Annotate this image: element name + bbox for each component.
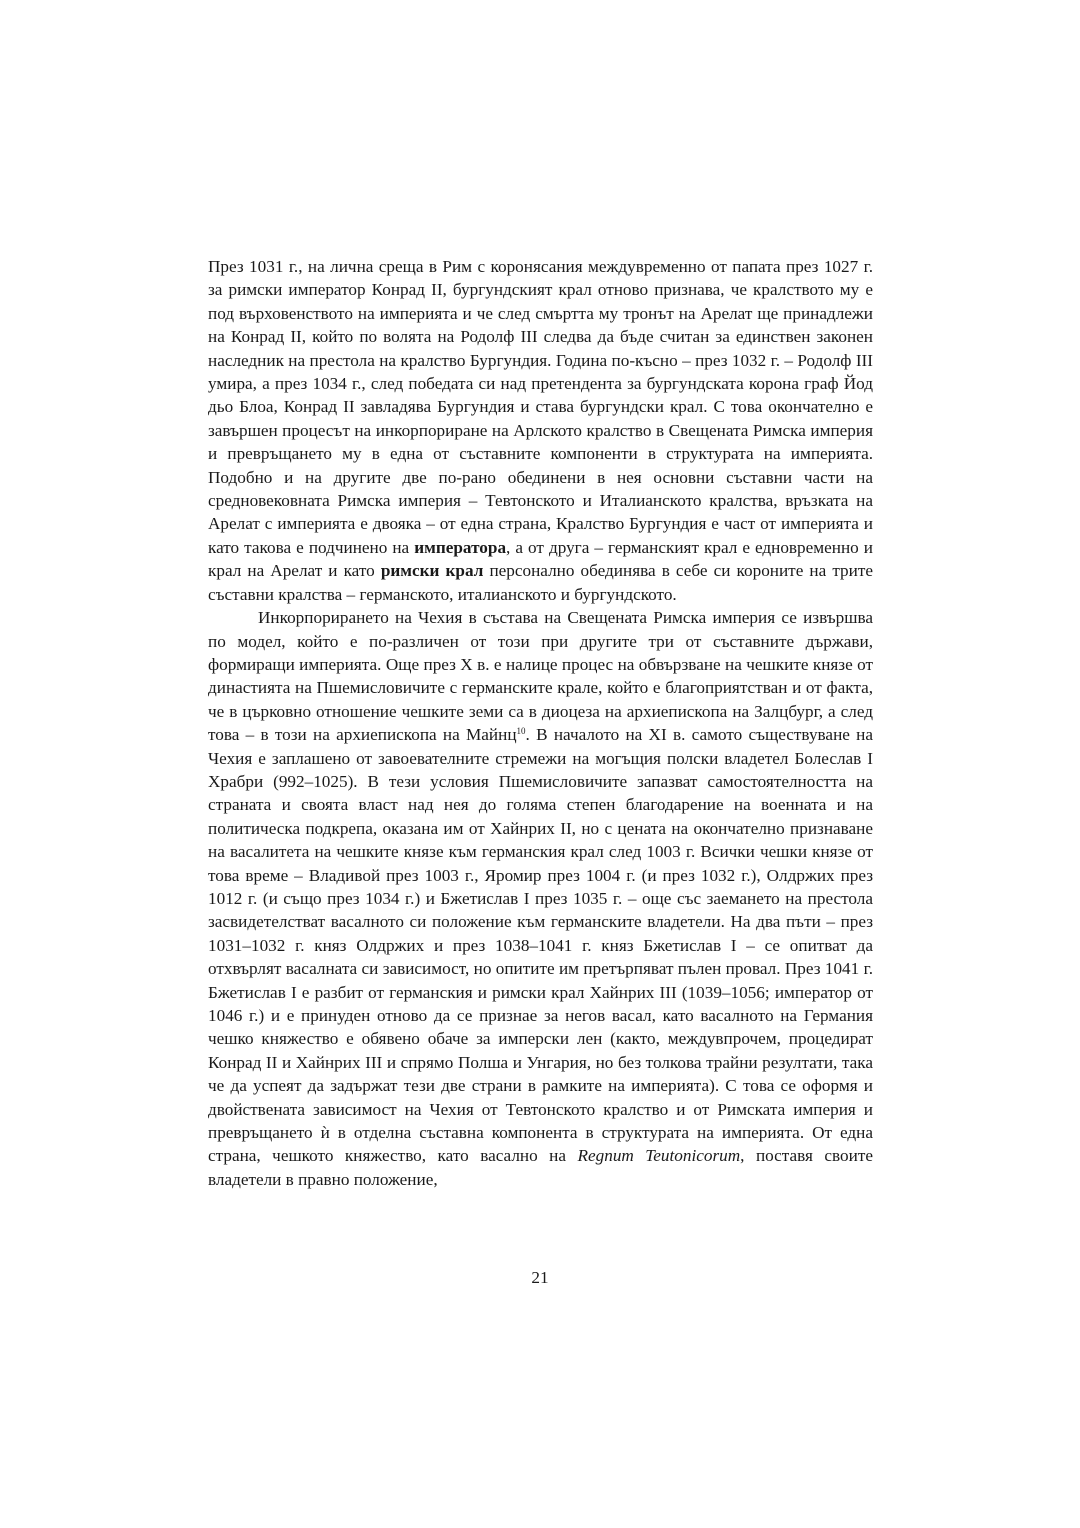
footnote-ref: 10 (516, 726, 526, 737)
text-run: През 1031 г., на лична среща в Рим с коронясания междувременно от папата през 1027 г. за римски император Конрад II, бургундският крал отново признава, че кралството му е под върховенството на империята и че след смъртта му тронът на Арелат ще принадлежи на Конрад II, който по волята на Родолф III следва да бъде считан за единствен законен наследник на престола на кралство Бургундия. Година по-късно – през 1032 г. – Родолф III умира, а през 1034 г., след победата си над претендента за бургундската корона граф Йод дьо Блоа, Конрад II завладява Бургундия и става бургундски крал. С това окончателно е завършен процесът на инкорпориране на Арлското кралство в Свещената Римска империя и превръщането му в една от съставните компоненти в структурата на империята. Подобно и на другите две по-рано обединени в нея основни съставни части на средновековната Римска империя – Тевтонското и Италианското кралства, връзката на Арелат с империята е двояка – от една страна, Кралство Бургундия е част от империята и като такова е подчинено на (208, 257, 873, 557)
bold-term: римски крал (380, 561, 484, 581)
body-text (208, 255, 873, 1191)
paragraph (208, 255, 873, 606)
italic-term: Regnum Teutonicorum (577, 1146, 741, 1166)
bold-term: императора (414, 537, 507, 557)
paragraph (208, 606, 873, 1191)
text-run: . В началото на XI в. самото съществуване на Чехия е заплашено от завоевателните стремежи на могъщия полски владетел Болеслав I Храбри (992–1025). В тези условия Пшемисловичите запазват самостоятелността на страната и своята власт над нея до голяма степен благодарение на военната и на политическа подкрепа, оказана им от Хайнрих II, но с цената на окончателно признаване на васалитета на чешките князе към германския крал след 1003 г. Всички чешки князе от това време – Владивой през 1003 г., Яромир през 1004 г. (и през 1032 г.), Олдржих през 1012 г. (и също през 1034 г.) и Бжетислав I през 1035 г. – още със заемането на престола засвидетелстват васалното си положение към германските владетели. На два пъти – през 1031–1032 г. княз Олдржих и през 1038–1041 г. княз Бжетислав I – се опитват да отхвърлят васалната си зависимост, но опитите им претърпяват пълен провал. През 1041 г. Бжетислав I е разбит от германския и римски крал Хайнрих III (1039–1056; император от 1046 г.) и е принуден отново да се признае за негов васал, като васалното на Германия чешко княжество е обявено обаче за имперски лен (както, междувпрочем, процедират Конрад II и Хайнрих III и спрямо Полша и Унгария, но без толкова трайни резултати, така че да успеят да задържат тези две страни в рамките на империята). С това се оформя и двойствената зависимост на Чехия от Тевтонското кралство и от Римската империя и превръщането ѝ в отделна съставна компонента в структурата на империята. От една страна, чешкото княжество, като васално на (208, 725, 873, 1166)
text-run: персонално обединява в себе си короните на трите съставни кралства – германското, италианското и бургундското. (208, 561, 873, 604)
text-run: , а от друга – германският крал е едновременно и крал на Арелат и като (208, 537, 874, 581)
text-run: , поставя своите владетели в правно положение, (208, 1146, 873, 1189)
page-number: 21 (531, 1268, 549, 1287)
text-run: Инкорпорирането на Чехия в състава на Свещената Римска империя се извършва по модел, който е по-различен от този при другите три от съставните държави, формиращи империята. Още през X в. е налице процес на обвързване на чешките князе от династията на Пшемисловичите с германските крале, който е благоприятстван и от факта, че в църковно отношение чешките земи са в диоцеза на архиепископа на Залцбург, а след това – в този на архиепископа на Майнц (208, 608, 873, 745)
